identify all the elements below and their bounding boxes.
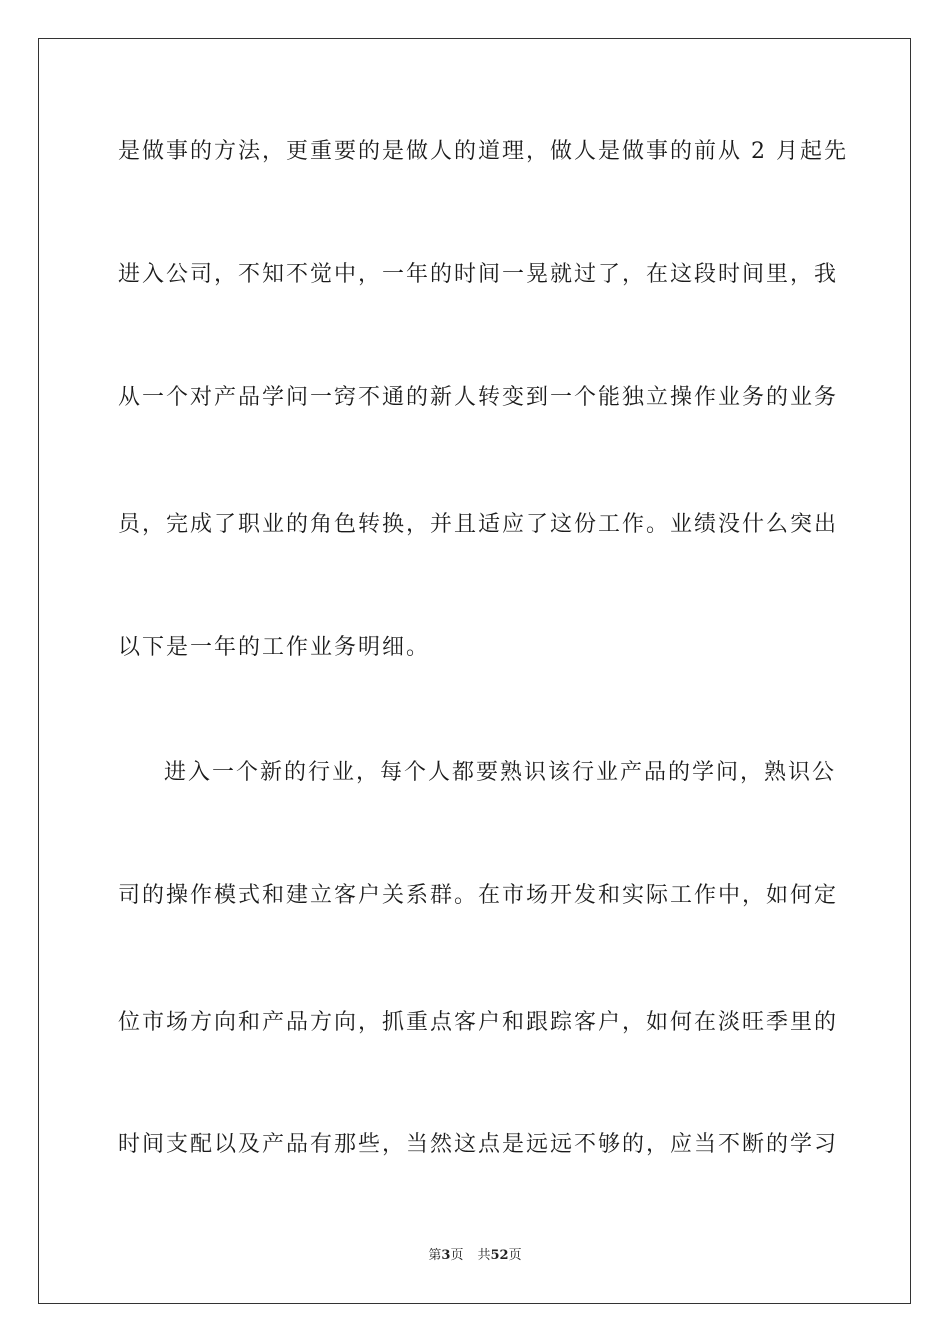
body-text-line: 以下是一年的工作业务明细。: [118, 635, 431, 660]
body-text-line: 是做事的方法，更重要的是做人的道理，做人是做事的前从 2 月起先: [118, 139, 848, 164]
total-prefix: 共: [477, 1248, 491, 1263]
body-text-line: 司的操作模式和建立客户关系群。在市场开发和实际工作中，如何定: [118, 883, 839, 908]
body-text-line: 时间支配以及产品有那些，当然这点是远远不够的，应当不断的学习: [118, 1132, 839, 1157]
body-text-line: 位市场方向和产品方向，抓重点客户和跟踪客户，如何在淡旺季里的: [118, 1010, 839, 1035]
page-border: [38, 38, 911, 1304]
body-text-line: 员，完成了职业的角色转换，并且适应了这份工作。业绩没什么突出: [118, 512, 839, 537]
paragraph-first-line: 进入一个新的行业，每个人都要熟识该行业产品的学问，熟识公: [164, 760, 837, 785]
page-number: 3: [441, 1248, 451, 1263]
body-text-line: 进入公司，不知不觉中，一年的时间一晃就过了，在这段时间里，我: [118, 262, 839, 287]
body-text-line: 从一个对产品学问一窍不通的新人转变到一个能独立操作业务的业务: [118, 385, 839, 410]
page-prefix: 第: [428, 1248, 442, 1263]
total-pages: 52: [490, 1248, 509, 1263]
page-suffix: 页: [450, 1248, 464, 1263]
total-suffix: 页: [508, 1248, 522, 1263]
page-footer: [0, 1247, 950, 1265]
